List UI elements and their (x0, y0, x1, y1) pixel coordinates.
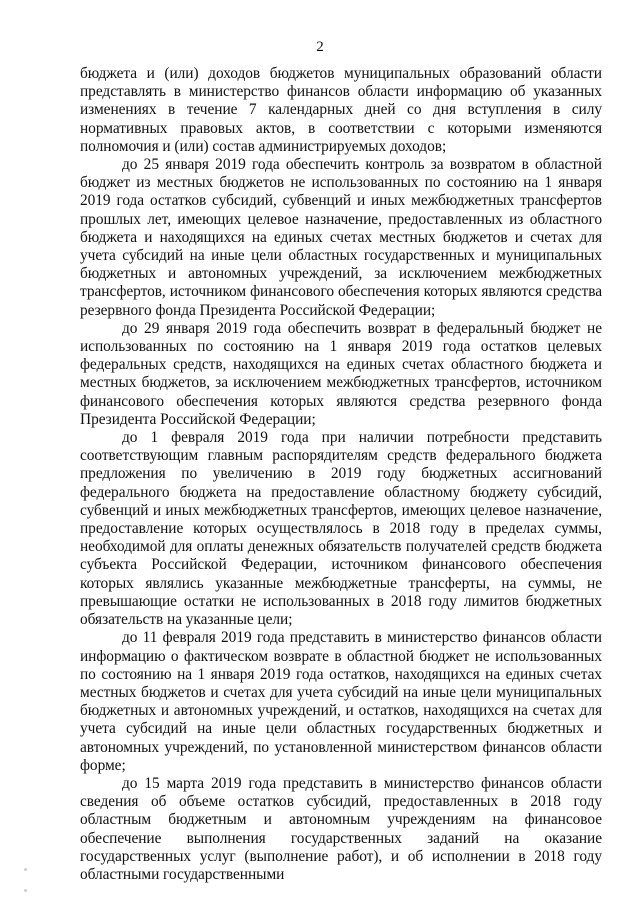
paragraph-deadline-jan-29: до 29 января 2019 года обеспечить возврат в федеральный бюджет не использованных по состоянию на 1 января 2019 года остатков целевых федеральных средств, находящихся на единых счетах областного бюджета и местных бюджетов, за исключением межбюджетных трансфертов, источником финансового обеспечения которых являются средства резервного фонда Президента Российской Федерации; (80, 319, 602, 428)
paragraph-deadline-feb-11: до 11 февраля 2019 года представить в министерство финансов области информацию о фактическом возврате в областной бюджет не использованных по состоянию на 1 января 2019 года остатков, находящихся на единых счетах местных бюджетов и счетах для учета субсидий на иные цели муниципальных бюджетных и автономных учреждений, и остатков, находящихся на счетах для учета субсидий на иные цели областных государственных бюджетных и автономных учреждений, по установленной министерством финансов области форме; (80, 629, 602, 774)
document-body (80, 65, 602, 884)
paragraph-deadline-feb-1: до 1 февраля 2019 года при наличии потребности представить соответствующим главным распорядителям средств федерального бюджета предложения по увеличению в 2019 году бюджетных ассигнований федерального бюджета на предоставление областному бюджету субсидий, субвенций и иных межбюджетных трансфертов, имеющих целевое назначение, предоставление которых осуществлялось в 2018 году в пределах суммы, необходимой для оплаты денежных обязательств получателей средств бюджета субъекта Российской Федерации, источником финансового обеспечения которых являлись указанные межбюджетные трансферты, на суммы, не превышающие остатки не использованных в 2018 году лимитов бюджетных обязательств на указанные цели; (80, 429, 602, 629)
page-number: 2 (316, 39, 324, 55)
paragraph-deadline-mar-15: до 15 марта 2019 года представить в министерство финансов области сведения об объеме остатков субсидий, предоставленных в 2018 году областным бюджетным и автономным учреждениям на финансовое обеспечение выполнения государственных заданий на оказание государственных услуг (выполнение работ), и об исполнении в 2018 году областными государственными (80, 774, 602, 883)
scan-speck (24, 868, 27, 871)
paragraph-continuation: бюджета и (или) доходов бюджетов муниципальных образований области представлять в министерство финансов области информацию об указанных изменениях в течение 7 календарных дней со дня вступления в силу нормативных правовых актов, в соответствии с которыми изменяются полномочия и (или) состав администрируемых доходов; (80, 65, 602, 155)
paragraph-deadline-jan-25: до 25 января 2019 года обеспечить контроль за возвратом в областной бюджет из местных бюджетов не использованных по состоянию на 1 января 2019 года остатков субсидий, субвенций и иных межбюджетных трансфертов прошлых лет, имеющих целевое назначение, предоставленных из областного бюджета и находящихся на единых счетах местных бюджетов и счетах для учета субсидий на иные цели областных государственных и муниципальных бюджетных и автономных учреждений, за исключением межбюджетных трансфертов, источником финансового обеспечения которых являются средства резервного фонда Президента Российской Федерации; (80, 156, 602, 319)
scan-speck (24, 889, 27, 892)
